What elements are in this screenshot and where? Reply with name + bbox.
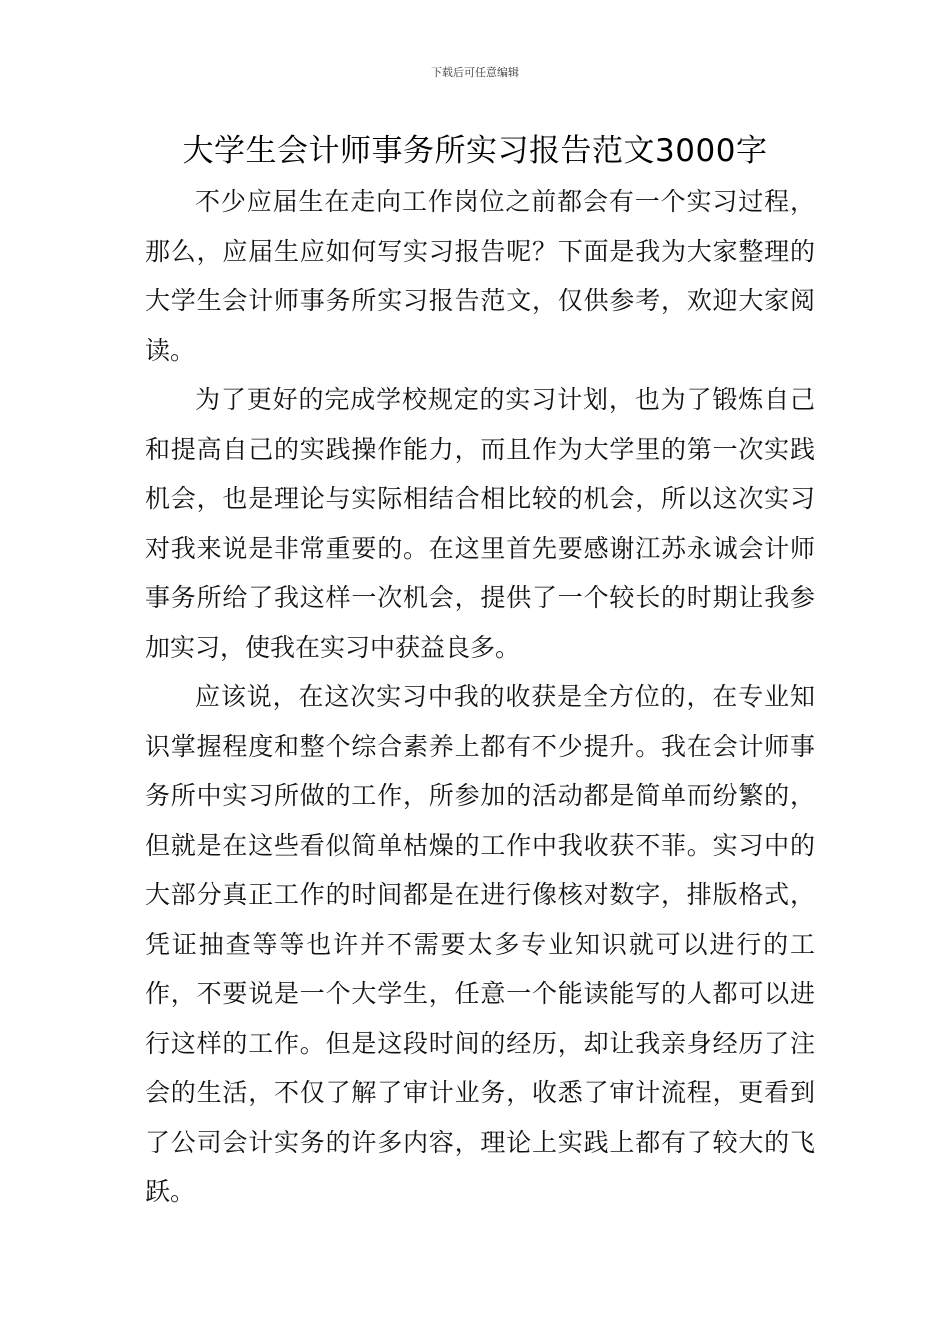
document-body [145, 177, 815, 1217]
paragraph-gains: 应该说，在这次实习中我的收获是全方位的，在专业知识掌握程度和整个综合素养上都有不少提升。我在会计师事务所中实习所做的工作，所参加的活动都是简单而纷繁的，但就是在这些看似简单枯燥的工作中我收获不菲。实习中的大部分真正工作的时间都是在进行像核对数字，排版格式，凭证抽查等等也许并不需要太多专业知识就可以进行的工作，不要说是一个大学生，任意一个能读能写的人都可以进行这样的工作。但是这段时间的经历，却让我亲身经历了注会的生活，不仅了解了审计业务，收悉了审计流程，更看到了公司会计实务的许多内容，理论上实践上都有了较大的飞跃。 [145, 682, 815, 1206]
document-title: 大学生会计师事务所实习报告范文3000字 [182, 133, 768, 169]
page-header-note: 下载后可任意编辑 [431, 66, 519, 79]
paragraph-purpose: 为了更好的完成学校规定的实习计划，也为了锻炼自己和提高自己的实践操作能力，而且作为大学里的第一次实践机会，也是理论与实际相结合相比较的机会，所以这次实习对我来说是非常重要的。在这里首先要感谢江苏永诚会计师事务所给了我这样一次机会，提供了一个较长的时期让我参加实习，使我在实习中获益良多。 [145, 385, 815, 662]
paragraph-intro: 不少应届生在走向工作岗位之前都会有一个实习过程，那么，应届生应如何写实习报告呢？下面是我为大家整理的大学生会计师事务所实习报告范文，仅供参考，欢迎大家阅读。 [145, 187, 815, 365]
